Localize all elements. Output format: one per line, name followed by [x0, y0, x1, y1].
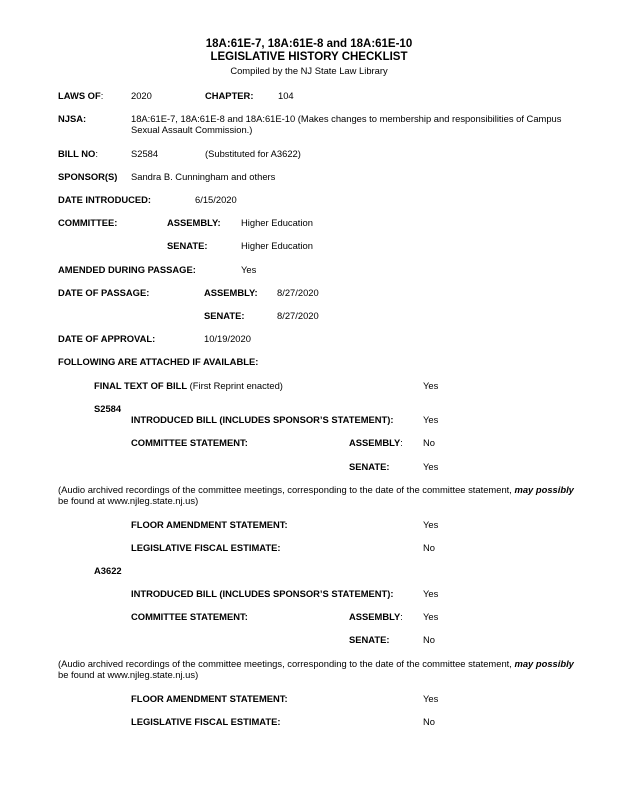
committee-senate-value: Higher Education — [241, 240, 313, 251]
sponsor-label: SPONSOR(S) — [58, 171, 118, 182]
chapter-value: 104 — [278, 90, 294, 101]
date-introduced-value: 6/15/2020 — [195, 194, 237, 205]
a3622-assembly-colon: : — [400, 611, 403, 622]
s2584-audio-line-2: be found at www.njleg.state.nj.us) — [58, 495, 199, 506]
njsa-line-2: Sexual Assault Commission.) — [131, 124, 253, 135]
s2584-senate-label: SENATE: — [349, 461, 390, 472]
committee-assembly-value: Higher Education — [241, 217, 313, 228]
laws-of-label — [58, 90, 103, 101]
date-introduced-label: DATE INTRODUCED: — [58, 194, 152, 205]
s2584-audio-line-1 — [58, 484, 574, 495]
committee-assembly-label: ASSEMBLY: — [167, 217, 221, 228]
a3622-introduced-value: Yes — [423, 588, 439, 599]
s2584-assembly-value: No — [423, 437, 435, 448]
bill-no-value: S2584 — [131, 148, 159, 159]
passage-senate-label: SENATE: — [204, 310, 245, 321]
title-line-2: LEGISLATIVE HISTORY CHECKLIST — [210, 51, 408, 63]
a3622-assembly-label — [349, 611, 403, 622]
a3622-senate-value: No — [423, 634, 435, 645]
laws-of-colon: : — [100, 90, 104, 101]
bill-no-label-text: BILL NO — [58, 148, 96, 159]
s2584-label: S2584 — [94, 403, 122, 414]
committee-label: COMMITTEE: — [58, 217, 118, 228]
a3622-assembly-label-text: ASSEMBLY — [349, 611, 401, 622]
passage-senate-value: 8/27/2020 — [277, 310, 319, 321]
compiled-by: Compiled by the NJ State Law Library — [230, 65, 388, 76]
s2584-assembly-label-text: ASSEMBLY — [349, 437, 401, 448]
passage-assembly-label: ASSEMBLY: — [204, 287, 258, 298]
s2584-fiscal-label: LEGISLATIVE FISCAL ESTIMATE: — [131, 542, 281, 553]
amended-label: AMENDED DURING PASSAGE: — [58, 264, 196, 275]
a3622-fiscal-value: No — [423, 716, 435, 727]
final-text-label: FINAL TEXT OF BILL — [94, 380, 188, 391]
date-of-passage-label: DATE OF PASSAGE: — [58, 287, 150, 298]
s2584-introduced-value: Yes — [423, 414, 439, 425]
a3622-audio-line-1 — [58, 658, 574, 669]
final-text-note: (First Reprint enacted) — [189, 380, 283, 391]
a3622-assembly-value: Yes — [423, 611, 439, 622]
s2584-floor-label: FLOOR AMENDMENT STATEMENT: — [131, 519, 288, 530]
final-text-row — [94, 380, 283, 391]
final-text-value: Yes — [423, 380, 439, 391]
a3622-senate-label: SENATE: — [349, 634, 390, 645]
njsa-line-1: 18A:61E-7, 18A:61E-8 and 18A:61E-10 (Makes changes to membership and responsibilities of Campus — [131, 113, 562, 124]
njsa-label: NJSA: — [58, 113, 87, 124]
s2584-senate-value: Yes — [423, 461, 439, 472]
s2584-floor-value: Yes — [423, 519, 439, 530]
s2584-audio-emph: may possibly — [514, 484, 574, 495]
a3622-label: A3622 — [94, 565, 122, 576]
following-heading: FOLLOWING ARE ATTACHED IF AVAILABLE: — [58, 356, 259, 367]
s2584-assembly-colon: : — [400, 437, 403, 448]
passage-assembly-value: 8/27/2020 — [277, 287, 319, 298]
chapter-label: CHAPTER: — [205, 90, 254, 101]
a3622-audio-emph: may possibly — [514, 658, 574, 669]
a3622-audio-line-2: be found at www.njleg.state.nj.us) — [58, 669, 199, 680]
committee-senate-label: SENATE: — [167, 240, 208, 251]
date-of-approval-label: DATE OF APPROVAL: — [58, 333, 156, 344]
laws-of-value: 2020 — [131, 90, 152, 101]
s2584-assembly-label — [349, 437, 403, 448]
a3622-floor-label: FLOOR AMENDMENT STATEMENT: — [131, 693, 288, 704]
amended-value: Yes — [241, 264, 257, 275]
s2584-introduced-label: INTRODUCED BILL (INCLUDES SPONSOR’S STATEMENT): — [131, 414, 394, 425]
bill-no-colon: : — [95, 148, 98, 159]
a3622-audio-prefix: (Audio archived recordings of the committee meetings, corresponding to the date of the committee statement, — [58, 658, 512, 669]
s2584-audio-prefix: (Audio archived recordings of the committee meetings, corresponding to the date of the committee statement, — [58, 484, 512, 495]
a3622-introduced-label: INTRODUCED BILL (INCLUDES SPONSOR’S STATEMENT): — [131, 588, 394, 599]
a3622-fiscal-label: LEGISLATIVE FISCAL ESTIMATE: — [131, 716, 281, 727]
laws-of-label-text: LAWS OF — [58, 90, 101, 101]
sponsor-value: Sandra B. Cunningham and others — [131, 171, 276, 182]
bill-no-label — [58, 148, 98, 159]
a3622-committee-label: COMMITTEE STATEMENT: — [131, 611, 248, 622]
date-of-approval-value: 10/19/2020 — [204, 333, 251, 344]
s2584-fiscal-value: No — [423, 542, 435, 553]
a3622-floor-value: Yes — [423, 693, 439, 704]
s2584-committee-label: COMMITTEE STATEMENT: — [131, 437, 248, 448]
title-line-1: 18A:61E-7, 18A:61E-8 and 18A:61E-10 — [205, 38, 413, 50]
bill-no-note: (Substituted for A3622) — [205, 148, 301, 159]
